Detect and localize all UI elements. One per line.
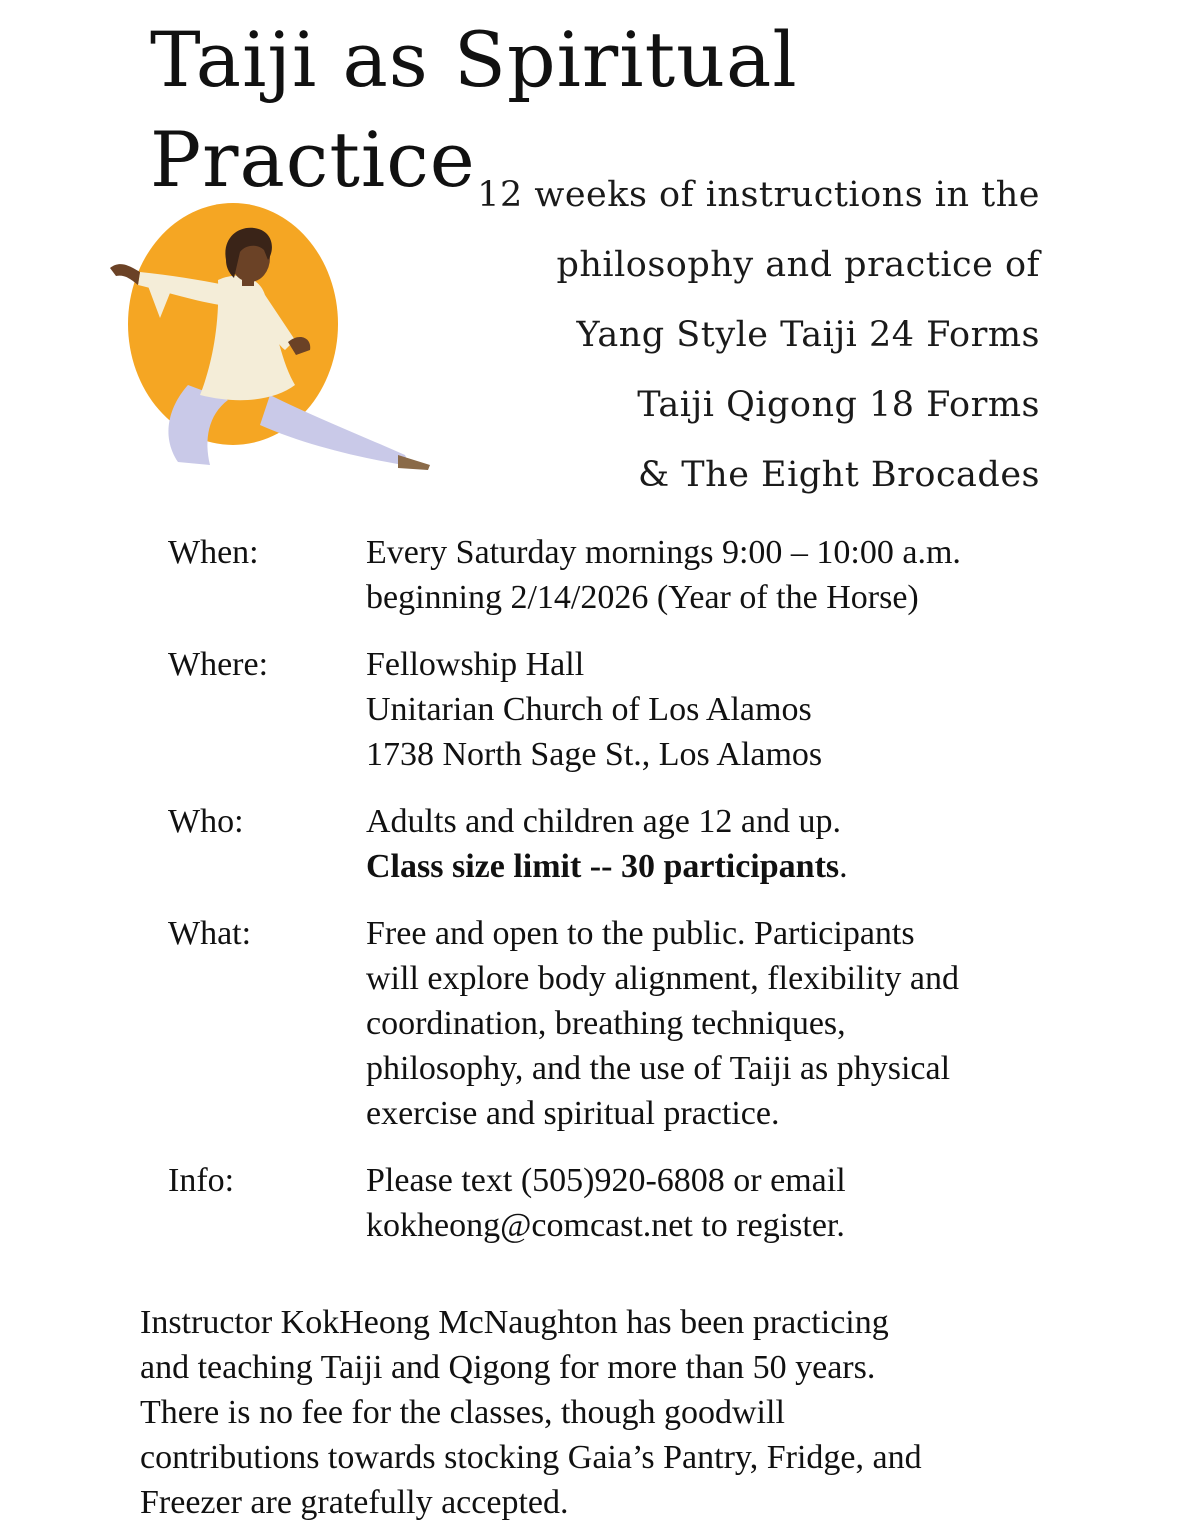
when-row: [168, 530, 1068, 620]
when-label: When:: [168, 534, 259, 571]
where-row: [168, 642, 1068, 777]
where-line: 1738 North Sage St., Los Alamos: [366, 736, 823, 773]
where-label: Where:: [168, 646, 269, 683]
front-foot: [398, 455, 430, 470]
where-line: Unitarian Church of Los Alamos: [366, 691, 812, 728]
event-details: [168, 530, 1068, 1270]
who-value: [366, 799, 1068, 889]
what-row: [168, 911, 1068, 1136]
who-line: [366, 844, 1068, 889]
intro-line: Yang Style Taiji 24 Forms: [576, 315, 1040, 355]
what-line: exercise and spiritual practice.: [366, 1095, 780, 1132]
left-hand: [110, 264, 140, 285]
class-size-period: .: [839, 848, 848, 885]
bio-line: contributions towards stocking Gaia’s Pantry, Fridge, and: [140, 1439, 922, 1476]
intro-line: Taiji Qigong 18 Forms: [637, 385, 1040, 425]
what-line: Free and open to the public. Participants: [366, 915, 915, 952]
course-intro: [477, 160, 1040, 510]
when-line: beginning 2/14/2026 (Year of the Horse): [366, 579, 919, 616]
where-value: [366, 642, 1068, 777]
intro-line: 12 weeks of instructions in the: [477, 175, 1040, 215]
when-line: Every Saturday mornings 9:00 – 10:00 a.m.: [366, 534, 961, 571]
info-value: [366, 1158, 1068, 1248]
intro-line: & The Eight Brocades: [638, 455, 1040, 495]
what-value: [366, 911, 1068, 1136]
bio-line: and teaching Taiji and Qigong for more than 50 years.: [140, 1349, 876, 1386]
who-line: Adults and children age 12 and up.: [366, 803, 841, 840]
instructor-bio: [140, 1300, 1090, 1525]
info-row: [168, 1158, 1068, 1248]
what-line: will explore body alignment, flexibility and: [366, 960, 959, 997]
taiji-practitioner-illustration: [100, 200, 440, 480]
info-label: Info:: [168, 1162, 235, 1199]
bio-line: There is no fee for the classes, though goodwill: [140, 1394, 785, 1431]
front-leg: [260, 395, 410, 466]
bio-line: Instructor KokHeong McNaughton has been practicing: [140, 1304, 889, 1341]
what-line: coordination, breathing techniques,: [366, 1005, 846, 1042]
taiji-figure-icon: [100, 200, 440, 480]
who-row: [168, 799, 1068, 889]
class-size-limit: Class size limit -- 30 participants: [366, 848, 840, 885]
when-value: [366, 530, 1068, 620]
what-line: philosophy, and the use of Taiji as physical: [366, 1050, 951, 1087]
what-label: What:: [168, 915, 252, 952]
intro-line: philosophy and practice of: [556, 245, 1040, 285]
page-title: Taiji as Spiritual Practice: [150, 15, 798, 204]
where-line: Fellowship Hall: [366, 646, 585, 683]
bio-line: Freezer are gratefully accepted.: [140, 1484, 569, 1521]
who-label: Who:: [168, 803, 244, 840]
info-line: kokheong@comcast.net to register.: [366, 1207, 845, 1244]
info-line: Please text (505)920-6808 or email: [366, 1162, 846, 1199]
